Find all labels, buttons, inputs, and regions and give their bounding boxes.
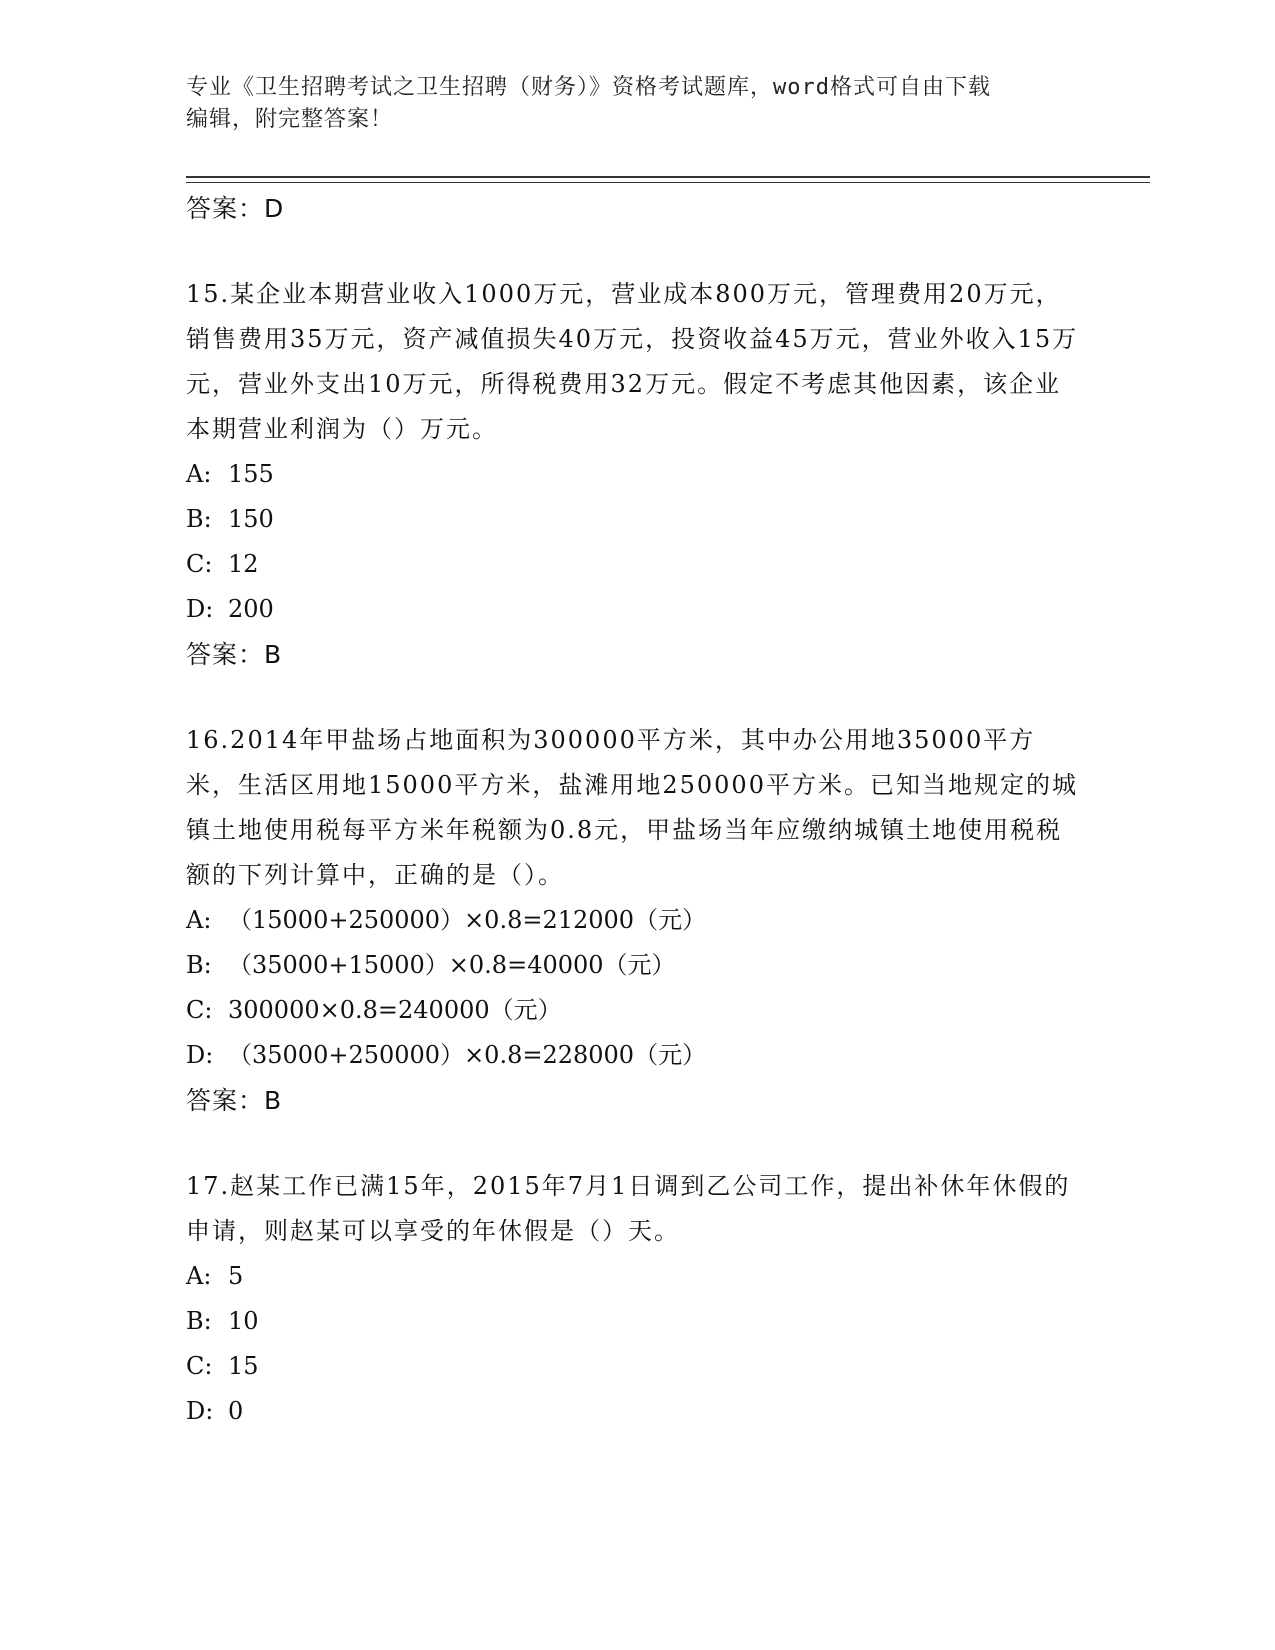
option-b xyxy=(186,1299,1086,1344)
header-line-2: 编辑，附完整答案！ xyxy=(186,107,394,132)
question-list xyxy=(186,186,1086,1434)
option-b xyxy=(186,497,1086,542)
option-letter: A: xyxy=(186,460,212,488)
option-text: 10 xyxy=(228,1307,259,1335)
option-text: 15 xyxy=(228,1352,259,1380)
option-a xyxy=(186,452,1086,497)
option-letter: D: xyxy=(186,1041,214,1069)
header-rule-thin xyxy=(186,182,1150,183)
option-letter: D: xyxy=(186,595,214,623)
answer-label: 答案：B xyxy=(186,1086,283,1115)
option-text: 0 xyxy=(228,1397,244,1425)
option-letter: D: xyxy=(186,1397,214,1425)
question-text: 16.2014年甲盐场占地面积为300000平方米，其中办公用地35000平方米，生活区用地15000平方米，盐滩用地250000平方米。已知当地规定的城镇土地使用税每平方米年税额为0.8元，甲盐场当年应缴纳城镇土地使用税税额的下列计算中，正确的是（）。 xyxy=(186,726,1078,889)
question-text: 15.某企业本期营业收入1000万元，营业成本800万元，管理费用20万元，销售费用35万元，资产减值损失40万元，投资收益45万元，营业外收入15万元，营业外支出10万元，所得税费用32万元。假定不考虑其他因素，该企业本期营业利润为（）万元。 xyxy=(186,280,1079,443)
option-c xyxy=(186,1344,1086,1389)
option-text: 150 xyxy=(228,505,274,533)
option-letter: A: xyxy=(186,906,212,934)
option-letter: C: xyxy=(186,996,213,1024)
option-letter: B: xyxy=(186,951,212,979)
answer-label: 答案：B xyxy=(186,640,283,669)
option-letter: B: xyxy=(186,505,212,533)
option-text: （35000+15000）×0.8=40000（元） xyxy=(228,951,676,979)
question-block-15 xyxy=(186,272,1086,678)
option-d xyxy=(186,1389,1086,1434)
option-text: 200 xyxy=(228,595,274,623)
option-text: 12 xyxy=(228,550,259,578)
option-text: （35000+250000）×0.8=228000（元） xyxy=(228,1041,707,1069)
option-text: （15000+250000）×0.8=212000（元） xyxy=(228,906,707,934)
option-a xyxy=(186,898,1086,943)
option-text: 5 xyxy=(228,1262,244,1290)
header-line-1: 专业《卫生招聘考试之卫生招聘（财务）》资格考试题库，word格式可自由下载 xyxy=(186,75,991,100)
option-d xyxy=(186,1033,1086,1078)
option-text: 155 xyxy=(228,460,274,488)
option-c xyxy=(186,988,1086,1033)
header-rule-thick xyxy=(186,176,1150,178)
question-text: 17.赵某工作已满15年，2015年7月1日调到乙公司工作，提出补休年休假的申请，则赵某可以享受的年休假是（）天。 xyxy=(186,1172,1071,1245)
option-letter: C: xyxy=(186,1352,213,1380)
previous-answer: 答案：D xyxy=(186,194,285,223)
option-c xyxy=(186,542,1086,587)
question-block-17 xyxy=(186,1164,1086,1434)
question-block-16 xyxy=(186,718,1086,1124)
option-d xyxy=(186,587,1086,632)
option-a xyxy=(186,1254,1086,1299)
page-header xyxy=(186,72,1086,136)
option-text: 300000×0.8=240000（元） xyxy=(228,996,562,1024)
option-letter: B: xyxy=(186,1307,212,1335)
option-b xyxy=(186,943,1086,988)
option-letter: C: xyxy=(186,550,213,578)
option-letter: A: xyxy=(186,1262,212,1290)
